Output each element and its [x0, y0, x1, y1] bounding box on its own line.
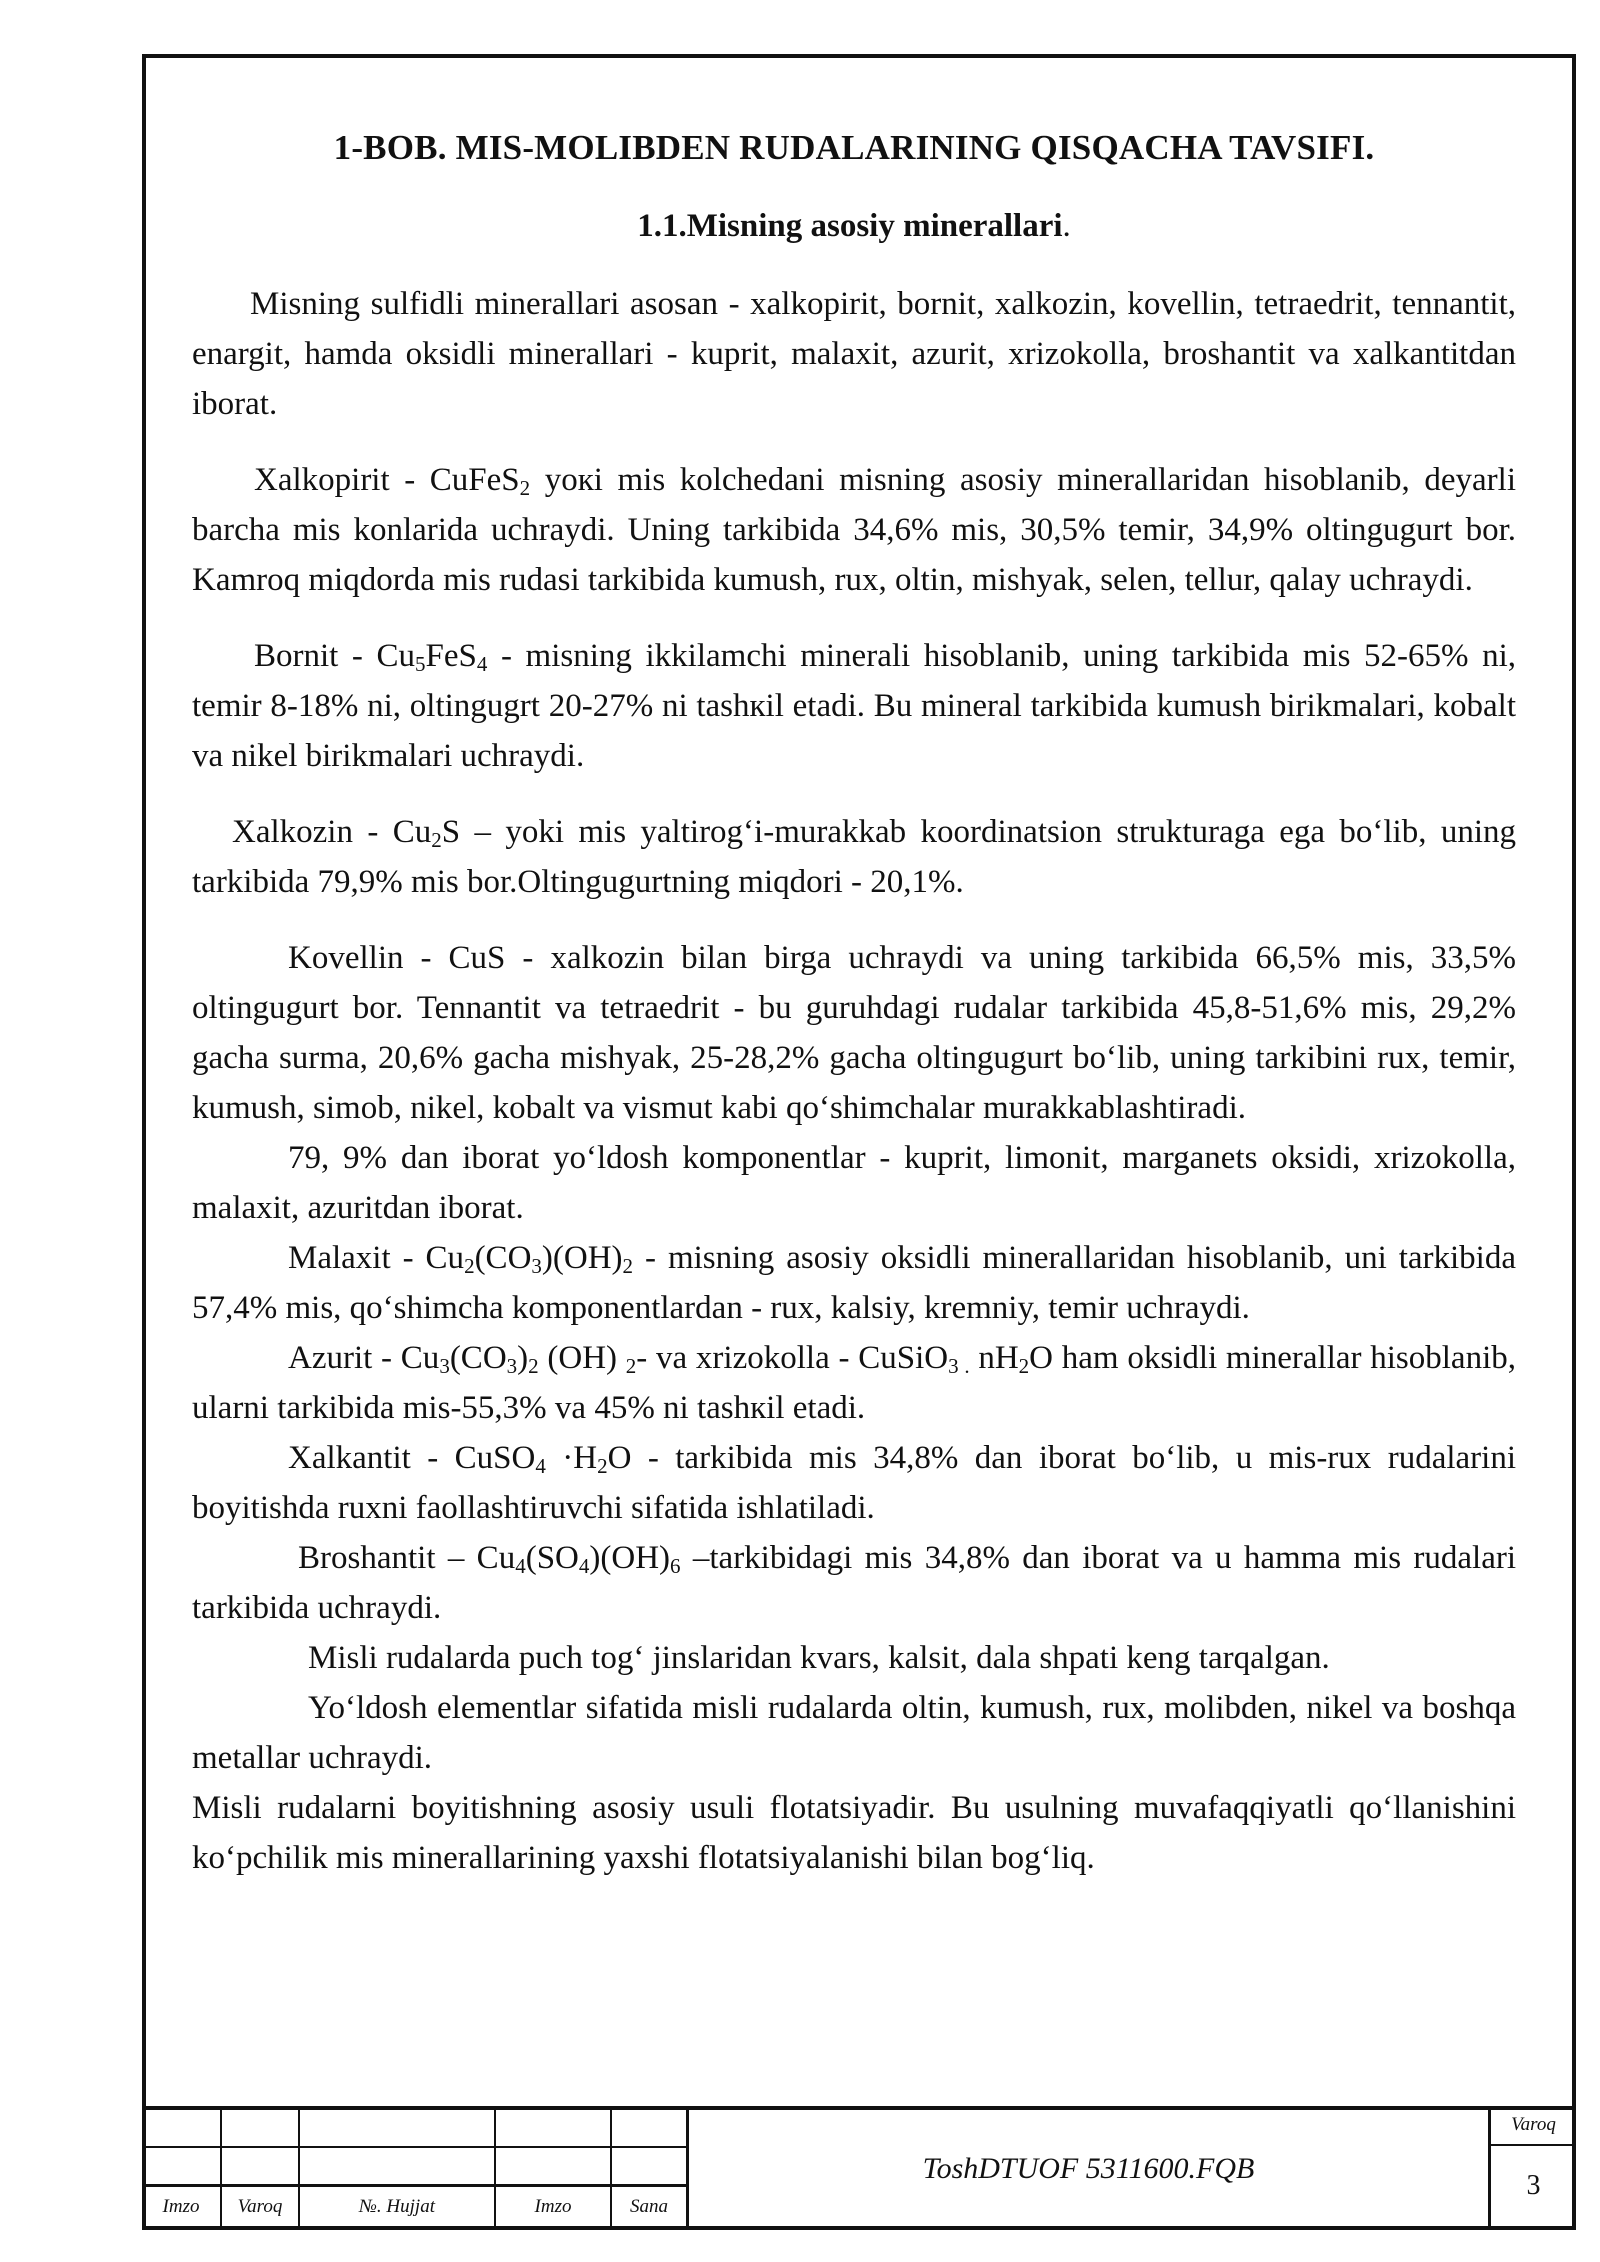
label-imzo-2: Imzo	[534, 2196, 572, 2217]
grid-row-line-1	[142, 2146, 688, 2148]
document-code: ToshDTUOF 5311600.FQB	[922, 2152, 1255, 2185]
sheet-number: 3	[1526, 2170, 1541, 2201]
paragraph-azurit: Azurit - $Cu_3(CO_3)_2$ (OH) $_2$- va xrizokolla - CuSiO$_{3 .}$ $nH_2O$ ham oksidli minerallar hisoblanib, ularni tarkibida mis-55,3% va 45% ni tashкil etadi.	[192, 1340, 1516, 1426]
chapter-heading: 1-BOB. MIS-MOLIBDEN RUDALARINING QISQACHA TAVSIFI.	[333, 128, 1375, 167]
paragraph-associated-elements: Yo‘ldosh elementlar sifatida misli rudalarda oltin, kumush, rux, molibden, nikel va boshqa metallar uchraydi.	[192, 1690, 1516, 1776]
paragraph-flotation: Misli rudalarni boyitishning asosiy usuli flotatsiyadir. Bu usulning muvafaqqiyatli qo‘llanishini ko‘pchilik mis minerallarining yaxshi flotatsiyalanishi bilan bog‘liq.	[192, 1790, 1516, 1876]
document-body	[192, 128, 1516, 1883]
paragraph-gangue-rocks: Misli rudalarda puch tog‘ jinslaridan kvars, kalsit, dala shpati keng tarqalgan.	[308, 1640, 1330, 1676]
paragraph-xalkantit: Xalkantit - CuSO$_4$ $\cdot H_2O$ - tarkibida mis 34,8% dan iborat bo‘lib, u mis-rux rudalarini boyitishda ruxni faollashtiruvchi sifatida ishlatiladi.	[192, 1440, 1516, 1526]
label-hujjat: №. Hujjat	[359, 2196, 435, 2217]
label-varoq: Varoq	[237, 2196, 283, 2217]
title-block	[142, 2106, 1576, 2230]
sheet-row-line	[1488, 2144, 1576, 2146]
paragraph-kovellin: Kovellin - CuS - xalkozin bilan birga uchraydi va uning tarkibida 66,5% mis, 33,5% oltingugurt bor. Tennantit va tetraedrit - bu guruhdagi rudalar tarkibida 45,8-51,6% mis, 29,2% gacha surma, 20,6% gacha mishyak, 25-28,2% gacha oltingugurt bo‘lib, uning tarkibini rux, temir, kumush, simob, nikel, kobalt va vismut kabi qo‘shimchalar murakkablashtiradi.	[192, 940, 1516, 1126]
sheet-label: Varoq	[1511, 2114, 1556, 2135]
paragraph-xalkozin: Xalkozin - $Cu_2S$ – yoki mis yaltirog‘i-murakkab koordinatsion strukturaga ega bo‘lib, uning tarkibida 79,9% mis bor.Oltingugurtning miqdori - 20,1%.	[192, 814, 1516, 900]
paragraph-associated-components: 79, 9% dan iborat yo‘ldosh komponentlar - kuprit, limonit, marganets oksidi, xrizokolla, malaxit, azuritdan iborat.	[192, 1140, 1516, 1226]
label-sana: Sana	[630, 2196, 668, 2217]
paragraph-broshantit: Broshantit – $Cu_4(SO_4)(OH)_6$ –tarkibidagi mis 34,8% dan iborat va u hamma mis rudalari tarkibida uchraydi.	[192, 1540, 1517, 1626]
paragraph-xalkopirit: Xalkopirit - CuFeS$_2$ yoкi mis kolchedani misning asosiy minerallaridan hisoblanib, deyarli barcha mis konlarida uchraydi. Uning tarkibida 34,6% mis, 30,5% temir, 34,9% oltingugurt bor. Kamroq miqdorda mis rudasi tarkibida kumush, rux, oltin, mishyak, selen, tellur, qalay uchraydi.	[192, 462, 1516, 598]
section-heading: 1.1.Misning asosiy minerallari.	[637, 208, 1071, 244]
paragraph-sulfide-minerals: Misning sulfidli minerallari asosan - xalkopirit, bornit, xalkozin, kovellin, tetraedrit, tennantit, enargit, hamda oksidli minerallari - kuprit, malaxit, azurit, xrizokolla, broshantit va xalkantitdan iborat.	[192, 286, 1516, 422]
grid-row-line-2	[142, 2184, 688, 2187]
paragraph-bornit: Bornit - $Cu_5FeS_4$ - misning ikkilamchi minerali hisoblanib, uning tarkibida mis 52-65% ni, temir 8-18% ni, oltingugrt 20-27% ni tashкil etadi. Bu mineral tarkibida kumush birikmalari, kobalt va nikel birikmalari uchraydi.	[192, 638, 1516, 774]
paragraph-malaxit: Malaxit - $Cu_2(CO_3)(OH)_2$ - misning asosiy oksidli minerallaridan hisoblanib, uni tarkibida 57,4% mis, qo‘shimcha komponentlardan - rux, kalsiy, kremniy, temir uchraydi.	[192, 1240, 1516, 1326]
title-block-top-border	[142, 2106, 1576, 2110]
label-imzo-1: Imzo	[162, 2196, 200, 2217]
